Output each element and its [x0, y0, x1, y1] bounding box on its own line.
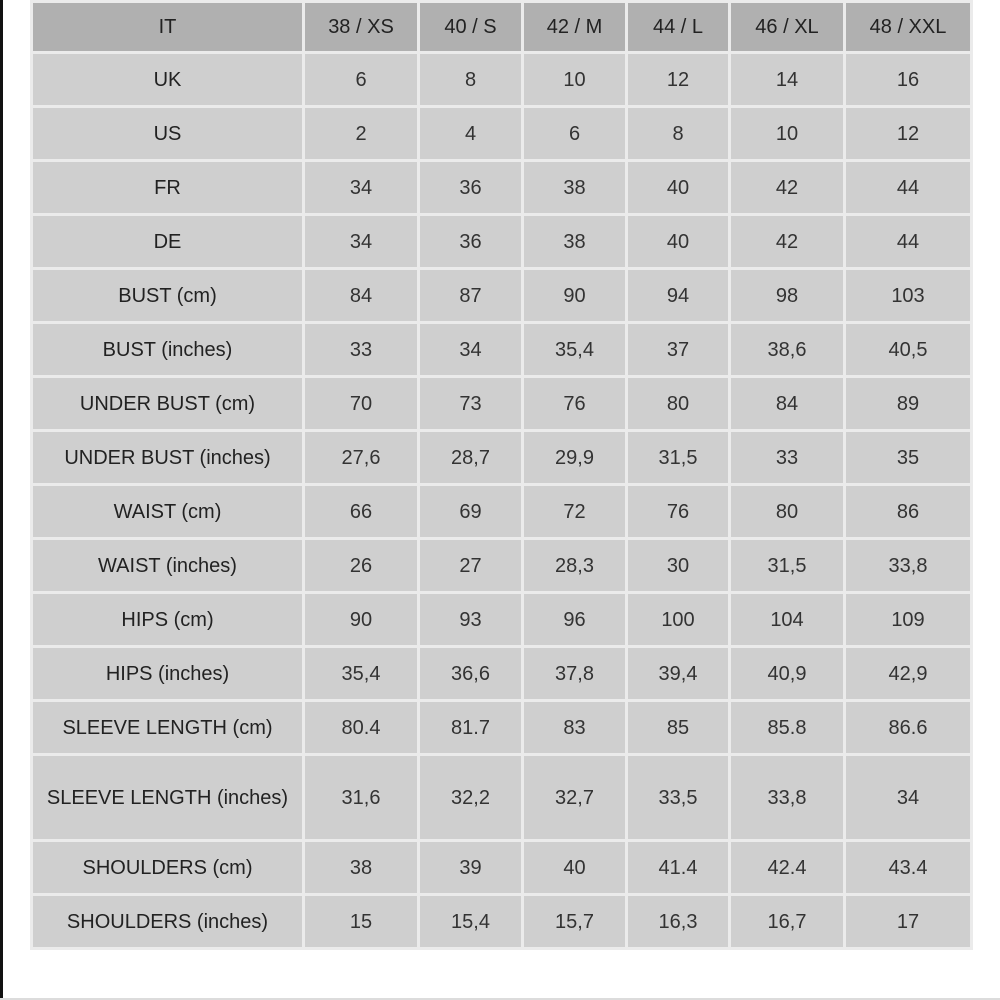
- value-cell: 16,3: [627, 895, 730, 949]
- header-size-cell: 40 / S: [419, 2, 523, 53]
- value-cell: 42,9: [845, 647, 972, 701]
- value-cell: 10: [523, 53, 627, 107]
- table-row: [32, 215, 972, 269]
- value-cell: 12: [845, 107, 972, 161]
- table-row: [32, 755, 972, 841]
- header-size-cell: 38 / XS: [304, 2, 419, 53]
- table-row: [32, 841, 972, 895]
- value-cell: 86: [845, 485, 972, 539]
- value-cell: 104: [730, 593, 845, 647]
- value-cell: 39: [419, 841, 523, 895]
- value-cell: 84: [730, 377, 845, 431]
- size-chart-body: [32, 53, 972, 949]
- header-size-cell: 46 / XL: [730, 2, 845, 53]
- table-row: [32, 107, 972, 161]
- value-cell: 42.4: [730, 841, 845, 895]
- value-cell: 28,7: [419, 431, 523, 485]
- row-label-cell: DE: [32, 215, 304, 269]
- row-label-cell: SLEEVE LENGTH (cm): [32, 701, 304, 755]
- value-cell: 86.6: [845, 701, 972, 755]
- value-cell: 34: [419, 323, 523, 377]
- value-cell: 40: [523, 841, 627, 895]
- value-cell: 34: [304, 161, 419, 215]
- value-cell: 31,6: [304, 755, 419, 841]
- value-cell: 80.4: [304, 701, 419, 755]
- table-row: [32, 269, 972, 323]
- row-label-cell: BUST (inches): [32, 323, 304, 377]
- value-cell: 39,4: [627, 647, 730, 701]
- value-cell: 16: [845, 53, 972, 107]
- value-cell: 40,5: [845, 323, 972, 377]
- value-cell: 33: [304, 323, 419, 377]
- value-cell: 6: [304, 53, 419, 107]
- value-cell: 90: [523, 269, 627, 323]
- value-cell: 8: [419, 53, 523, 107]
- value-cell: 31,5: [730, 539, 845, 593]
- value-cell: 44: [845, 215, 972, 269]
- row-label-cell: SLEEVE LENGTH (inches): [32, 755, 304, 841]
- value-cell: 33,5: [627, 755, 730, 841]
- value-cell: 26: [304, 539, 419, 593]
- value-cell: 43.4: [845, 841, 972, 895]
- value-cell: 41.4: [627, 841, 730, 895]
- value-cell: 83: [523, 701, 627, 755]
- value-cell: 38: [523, 215, 627, 269]
- value-cell: 89: [845, 377, 972, 431]
- value-cell: 12: [627, 53, 730, 107]
- table-row: [32, 161, 972, 215]
- value-cell: 27: [419, 539, 523, 593]
- value-cell: 85.8: [730, 701, 845, 755]
- value-cell: 80: [627, 377, 730, 431]
- value-cell: 36: [419, 161, 523, 215]
- value-cell: 40,9: [730, 647, 845, 701]
- value-cell: 38: [523, 161, 627, 215]
- value-cell: 90: [304, 593, 419, 647]
- size-chart-table: [30, 0, 973, 950]
- header-row: [32, 2, 972, 53]
- row-label-cell: HIPS (inches): [32, 647, 304, 701]
- table-row: [32, 895, 972, 949]
- left-border: [0, 0, 3, 1000]
- value-cell: 6: [523, 107, 627, 161]
- table-row: [32, 485, 972, 539]
- value-cell: 40: [627, 161, 730, 215]
- value-cell: 28,3: [523, 539, 627, 593]
- value-cell: 70: [304, 377, 419, 431]
- value-cell: 30: [627, 539, 730, 593]
- value-cell: 85: [627, 701, 730, 755]
- value-cell: 2: [304, 107, 419, 161]
- table-row: [32, 701, 972, 755]
- value-cell: 17: [845, 895, 972, 949]
- value-cell: 98: [730, 269, 845, 323]
- value-cell: 4: [419, 107, 523, 161]
- table-row: [32, 53, 972, 107]
- value-cell: 15,7: [523, 895, 627, 949]
- row-label-cell: HIPS (cm): [32, 593, 304, 647]
- value-cell: 69: [419, 485, 523, 539]
- value-cell: 29,9: [523, 431, 627, 485]
- value-cell: 42: [730, 161, 845, 215]
- value-cell: 36: [419, 215, 523, 269]
- value-cell: 73: [419, 377, 523, 431]
- value-cell: 10: [730, 107, 845, 161]
- value-cell: 81.7: [419, 701, 523, 755]
- value-cell: 84: [304, 269, 419, 323]
- value-cell: 35: [845, 431, 972, 485]
- value-cell: 38: [304, 841, 419, 895]
- value-cell: 34: [845, 755, 972, 841]
- value-cell: 109: [845, 593, 972, 647]
- row-label-cell: UK: [32, 53, 304, 107]
- value-cell: 44: [845, 161, 972, 215]
- value-cell: 94: [627, 269, 730, 323]
- value-cell: 72: [523, 485, 627, 539]
- row-label-cell: UNDER BUST (cm): [32, 377, 304, 431]
- value-cell: 37,8: [523, 647, 627, 701]
- row-label-cell: US: [32, 107, 304, 161]
- value-cell: 32,7: [523, 755, 627, 841]
- value-cell: 32,2: [419, 755, 523, 841]
- value-cell: 96: [523, 593, 627, 647]
- value-cell: 103: [845, 269, 972, 323]
- value-cell: 8: [627, 107, 730, 161]
- row-label-cell: BUST (cm): [32, 269, 304, 323]
- header-size-cell: 44 / L: [627, 2, 730, 53]
- value-cell: 36,6: [419, 647, 523, 701]
- value-cell: 42: [730, 215, 845, 269]
- row-label-cell: SHOULDERS (cm): [32, 841, 304, 895]
- value-cell: 76: [523, 377, 627, 431]
- table-row: [32, 647, 972, 701]
- value-cell: 93: [419, 593, 523, 647]
- size-chart: [30, 0, 970, 1000]
- value-cell: 15,4: [419, 895, 523, 949]
- table-row: [32, 539, 972, 593]
- value-cell: 37: [627, 323, 730, 377]
- value-cell: 35,4: [304, 647, 419, 701]
- header-size-cell: 48 / XXL: [845, 2, 972, 53]
- value-cell: 27,6: [304, 431, 419, 485]
- value-cell: 33,8: [845, 539, 972, 593]
- value-cell: 66: [304, 485, 419, 539]
- value-cell: 38,6: [730, 323, 845, 377]
- table-row: [32, 593, 972, 647]
- row-label-cell: FR: [32, 161, 304, 215]
- value-cell: 15: [304, 895, 419, 949]
- value-cell: 14: [730, 53, 845, 107]
- row-label-cell: UNDER BUST (inches): [32, 431, 304, 485]
- value-cell: 87: [419, 269, 523, 323]
- value-cell: 100: [627, 593, 730, 647]
- table-row: [32, 431, 972, 485]
- value-cell: 76: [627, 485, 730, 539]
- value-cell: 80: [730, 485, 845, 539]
- value-cell: 33: [730, 431, 845, 485]
- value-cell: 35,4: [523, 323, 627, 377]
- row-label-cell: WAIST (cm): [32, 485, 304, 539]
- value-cell: 40: [627, 215, 730, 269]
- row-label-cell: SHOULDERS (inches): [32, 895, 304, 949]
- value-cell: 34: [304, 215, 419, 269]
- value-cell: 33,8: [730, 755, 845, 841]
- table-row: [32, 377, 972, 431]
- value-cell: 31,5: [627, 431, 730, 485]
- row-label-cell: WAIST (inches): [32, 539, 304, 593]
- value-cell: 16,7: [730, 895, 845, 949]
- header-size-cell: 42 / M: [523, 2, 627, 53]
- table-row: [32, 323, 972, 377]
- header-label-cell: IT: [32, 2, 304, 53]
